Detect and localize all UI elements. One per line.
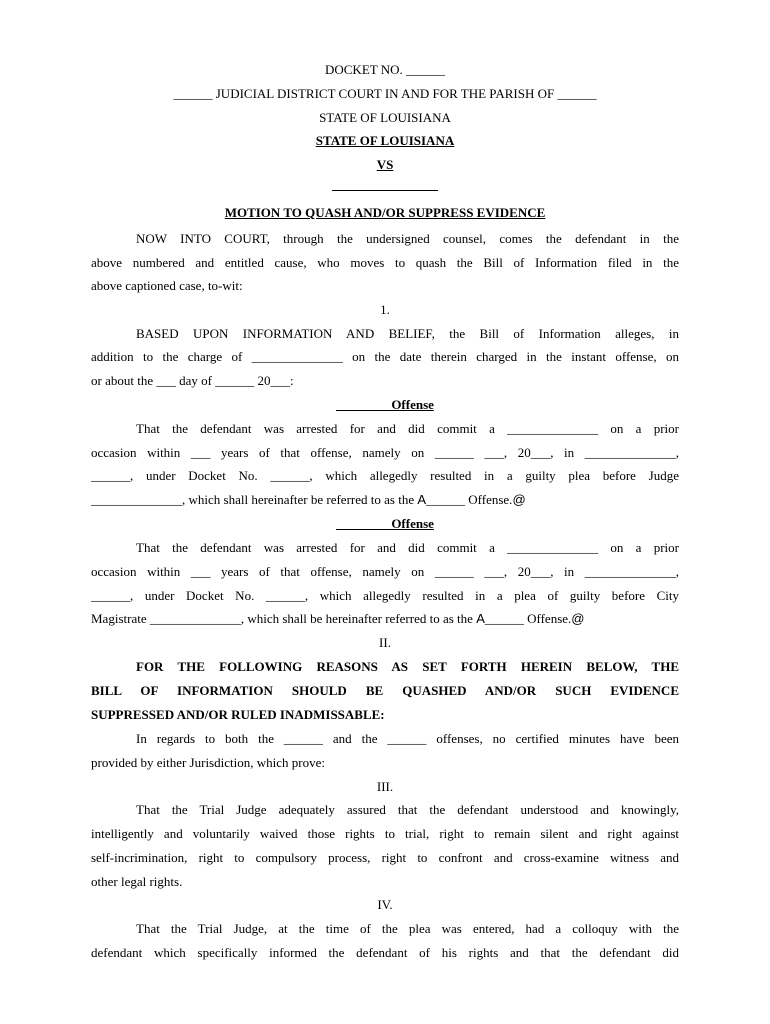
offense-2-line-3: ______, under Docket No. ______, which allegedly resulted in a plea of guilty before City	[91, 588, 679, 603]
section-4-line-1: That the Trial Judge, at the time of the plea was entered, had a colloquy with the	[136, 921, 679, 936]
defendant-blank-line	[91, 181, 679, 197]
section-2-number: II.	[379, 635, 391, 650]
section-2-line-1: In regards to both the ______ and the ______ offenses, no certified minutes have been	[136, 731, 679, 746]
section-3-number: III.	[376, 779, 394, 794]
section-3-line-4: other legal rights.	[91, 874, 183, 889]
section-3-line-2: intelligently and voluntarily waived those rights to trial, right to remain silent and right against	[91, 826, 679, 841]
offense-1-open-quote-glyph: A	[417, 492, 427, 507]
offense-1-line-4	[91, 492, 679, 508]
section-1-line-1: BASED UPON INFORMATION AND BELIEF, the Bill of Information alleges, in	[136, 326, 679, 341]
section-1-line-3: or about the ___ day of ______ 20___:	[91, 373, 294, 388]
offense-2-offense-label: ______ Offense.	[484, 611, 572, 626]
case-versus: VS	[376, 157, 394, 172]
state-line: STATE OF LOUISIANA	[319, 110, 451, 125]
offense-1-heading: ________ Offense	[336, 397, 434, 412]
section-2-bold-line-3: SUPPRESSED AND/OR RULED INADMISSABLE:	[91, 707, 385, 722]
offense-2-heading: ________ Offense	[336, 516, 434, 531]
offense-2-line-4-text: Magistrate ______________, which shall be hereinafter referred to as the	[91, 611, 477, 626]
offense-2-close-quote-glyph: @	[571, 611, 585, 626]
offense-2-open-quote-glyph: A	[476, 611, 485, 626]
offense-1-line-4-text: ______________, which shall hereinafter be referred to as the	[91, 492, 418, 507]
section-3-line-1: That the Trial Judge adequately assured that the defendant understood and knowingly,	[136, 802, 679, 817]
offense-1-line-2: occasion within ___ years of that offense, namely on ______ ___, 20___, in ______________,	[91, 445, 679, 460]
offense-1-close-quote-glyph: @	[512, 492, 526, 507]
offense-1-line-1: That the defendant was arrested for and did commit a ______________ on a prior	[136, 421, 679, 436]
intro-line-1: NOW INTO COURT, through the undersigned counsel, comes the defendant in the	[136, 231, 679, 246]
offense-2-line-2: occasion within ___ years of that offense, namely on ______ ___, 20___, in ______________,	[91, 564, 679, 579]
court-name: ______ JUDICIAL DISTRICT COURT IN AND FOR THE PARISH OF ______	[173, 86, 597, 101]
section-3-line-3: self-incrimination, right to compulsory process, right to confront and cross-examine witness and	[91, 850, 679, 865]
docket-number: DOCKET NO. ______	[324, 62, 445, 77]
case-plaintiff: STATE OF LOUISIANA	[315, 133, 455, 148]
intro-line-2: above numbered and entitled cause, who moves to quash the Bill of Information filed in the	[91, 255, 679, 270]
document-title: MOTION TO QUASH AND/OR SUPPRESS EVIDENCE	[224, 205, 546, 220]
section-1-line-2: addition to the charge of ______________ on the date therein charged in the instant offense, on	[91, 349, 679, 364]
section-4-number: IV.	[377, 897, 393, 912]
section-2-bold-line-1: FOR THE FOLLOWING REASONS AS SET FORTH HEREIN BELOW, THE	[136, 659, 679, 674]
offense-2-line-4	[91, 611, 679, 627]
offense-1-offense-label: ______ Offense.	[426, 492, 513, 507]
section-2-line-2: provided by either Jurisdiction, which prove:	[91, 755, 325, 770]
section-4-line-2: defendant which specifically informed the defendant of his rights and that the defendant did	[91, 945, 679, 960]
defendant-name-rule	[332, 190, 438, 191]
section-1-number: 1.	[380, 302, 390, 317]
offense-1-line-3: ______, under Docket No. ______, which allegedly resulted in a guilty plea before Judge	[91, 468, 679, 483]
intro-line-3: above captioned case, to-wit:	[91, 278, 243, 293]
offense-2-line-1: That the defendant was arrested for and did commit a ______________ on a prior	[136, 540, 679, 555]
section-2-bold-line-2: BILL OF INFORMATION SHOULD BE QUASHED AND/OR SUCH EVIDENCE	[91, 683, 679, 698]
